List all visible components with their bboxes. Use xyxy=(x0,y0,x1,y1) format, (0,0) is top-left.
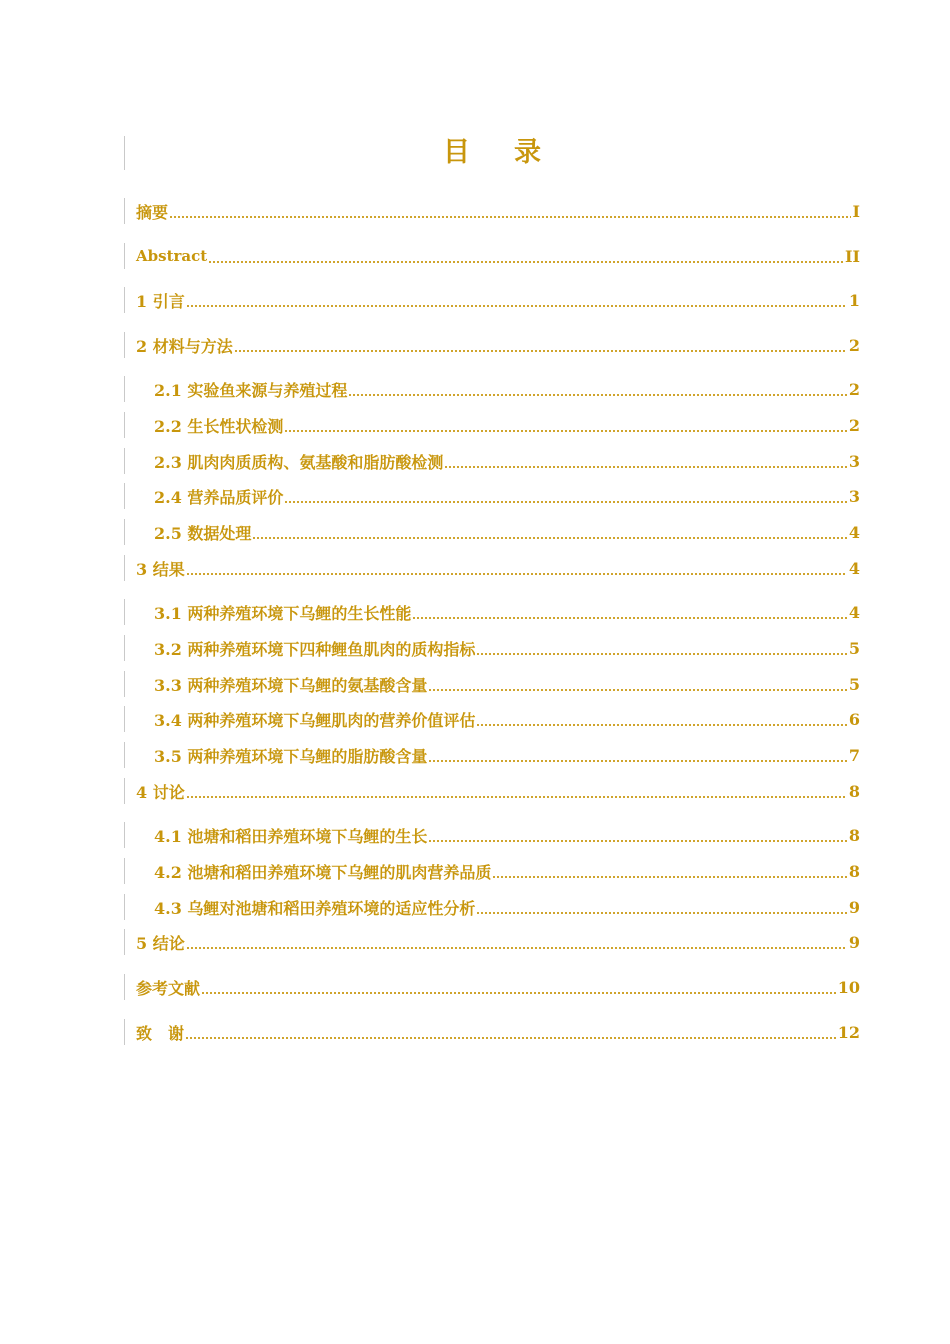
toc-entry-label: 参考文献 xyxy=(136,978,201,998)
dot-leader xyxy=(186,789,847,799)
dot-leader xyxy=(444,459,846,469)
toc-entry-page: 4 xyxy=(848,522,860,542)
toc-entry-4-1[interactable] xyxy=(124,822,860,848)
toc-entry-label: 3.5 两种养殖环境下乌鲤的脂肪酸含量 xyxy=(154,746,428,766)
toc-entry-page: 12 xyxy=(837,1022,860,1042)
toc-entry-2-3[interactable] xyxy=(124,448,860,474)
toc-entry-label: 5 结论 xyxy=(136,933,185,953)
toc-entry-label: 1 引言 xyxy=(136,291,185,311)
toc-entry-label: 4 讨论 xyxy=(136,782,185,802)
toc-entry-label: 4.1 池塘和稻田养殖环境下乌鲤的生长 xyxy=(154,826,428,846)
toc-entry-introduction[interactable] xyxy=(124,287,860,313)
dot-leader xyxy=(428,682,846,692)
toc-entry-acknowledgements[interactable] xyxy=(124,1019,860,1045)
toc-entry-label: 致 谢 xyxy=(136,1023,185,1043)
dot-leader xyxy=(186,298,847,308)
toc-entry-label: 3.4 两种养殖环境下乌鲤肌肉的营养价值评估 xyxy=(154,710,476,730)
dot-leader xyxy=(169,209,851,219)
page-title-char-1: 目 xyxy=(443,137,470,168)
toc-entry-methods[interactable] xyxy=(124,332,860,358)
toc-entry-page: 8 xyxy=(848,861,860,881)
dot-leader xyxy=(208,254,843,264)
toc-entry-label: 3.3 两种养殖环境下乌鲤的氨基酸含量 xyxy=(154,675,428,695)
dot-leader xyxy=(476,905,846,915)
toc-entry-2-4[interactable] xyxy=(124,483,860,509)
toc-entry-2-2[interactable] xyxy=(124,412,860,438)
toc-entry-conclusion[interactable] xyxy=(124,929,860,955)
toc-entry-3-4[interactable] xyxy=(124,706,860,732)
toc-entry-4-2[interactable] xyxy=(124,858,860,884)
page-title-char-2: 录 xyxy=(514,137,541,168)
toc-entry-page: 4 xyxy=(848,558,860,578)
toc-entry-label: 2 材料与方法 xyxy=(136,336,233,356)
toc-entry-label: 2.1 实验鱼来源与养殖过程 xyxy=(154,380,348,400)
toc-entry-discussion[interactable] xyxy=(124,778,860,804)
toc-entry-label: 2.4 营养品质评价 xyxy=(154,487,284,507)
dot-leader xyxy=(252,530,846,540)
dot-leader xyxy=(476,717,846,727)
toc-entry-page: 2 xyxy=(848,379,860,399)
toc-entry-label: 4.2 池塘和稻田养殖环境下乌鲤的肌肉营养品质 xyxy=(154,862,492,882)
toc-entry-page: 3 xyxy=(848,486,860,506)
toc-entry-page: 6 xyxy=(848,709,860,729)
toc-entry-page: 8 xyxy=(848,825,860,845)
toc-entry-3-2[interactable] xyxy=(124,635,860,661)
dot-leader xyxy=(412,610,846,620)
dot-leader xyxy=(284,494,846,504)
toc-entry-page: 10 xyxy=(837,977,860,997)
toc-entry-label: 4.3 乌鲤对池塘和稻田养殖环境的适应性分析 xyxy=(154,898,476,918)
toc-entry-3-1[interactable] xyxy=(124,599,860,625)
dot-leader xyxy=(201,985,836,995)
toc-entry-4-3[interactable] xyxy=(124,894,860,920)
dot-leader xyxy=(284,423,846,433)
toc-entry-page: 3 xyxy=(848,451,860,471)
toc-entry-label: 3.2 两种养殖环境下四种鲤鱼肌肉的质构指标 xyxy=(154,639,476,659)
toc-entry-label: 2.5 数据处理 xyxy=(154,523,252,543)
toc-entry-3-5[interactable] xyxy=(124,742,860,768)
toc-entry-page: 7 xyxy=(848,745,860,765)
toc-entry-page: 9 xyxy=(848,897,860,917)
dot-leader xyxy=(186,940,847,950)
toc-entry-page: I xyxy=(852,201,860,221)
toc-entry-3-3[interactable] xyxy=(124,671,860,697)
toc-entry-page: 5 xyxy=(848,674,860,694)
toc-entry-page: 2 xyxy=(848,335,860,355)
dot-leader xyxy=(476,646,846,656)
toc-entry-page: 4 xyxy=(848,602,860,622)
toc-entry-page: 1 xyxy=(848,290,860,310)
dot-leader xyxy=(185,1030,836,1040)
toc-title-row xyxy=(124,136,860,170)
toc-entry-2-1[interactable] xyxy=(124,376,860,402)
toc-entry-label: Abstract xyxy=(136,247,208,265)
toc-entry-2-5[interactable] xyxy=(124,519,860,545)
toc-entry-label: 2.2 生长性状检测 xyxy=(154,416,284,436)
toc-entry-label: 3.1 两种养殖环境下乌鲤的生长性能 xyxy=(154,603,412,623)
toc-entry-label: 摘要 xyxy=(136,202,169,222)
dot-leader xyxy=(186,566,847,576)
page-title xyxy=(124,136,860,170)
toc-entry-references[interactable] xyxy=(124,974,860,1000)
dot-leader xyxy=(428,833,846,843)
toc-entry-page: 8 xyxy=(848,781,860,801)
dot-leader xyxy=(348,387,846,397)
toc-entry-page: 5 xyxy=(848,638,860,658)
toc-entry-page: 9 xyxy=(848,932,860,952)
toc-entry-page: 2 xyxy=(848,415,860,435)
toc-entry-label: 2.3 肌肉肉质质构、氨基酸和脂肪酸检测 xyxy=(154,452,444,472)
dot-leader xyxy=(234,343,847,353)
toc-entry-abstract-en[interactable] xyxy=(124,243,860,269)
toc-entry-abstract-cn[interactable] xyxy=(124,198,860,224)
dot-leader xyxy=(492,869,846,879)
toc-entry-results[interactable] xyxy=(124,555,860,581)
toc-entry-page: II xyxy=(845,246,860,266)
dot-leader xyxy=(428,753,846,763)
toc-entry-label: 3 结果 xyxy=(136,559,185,579)
